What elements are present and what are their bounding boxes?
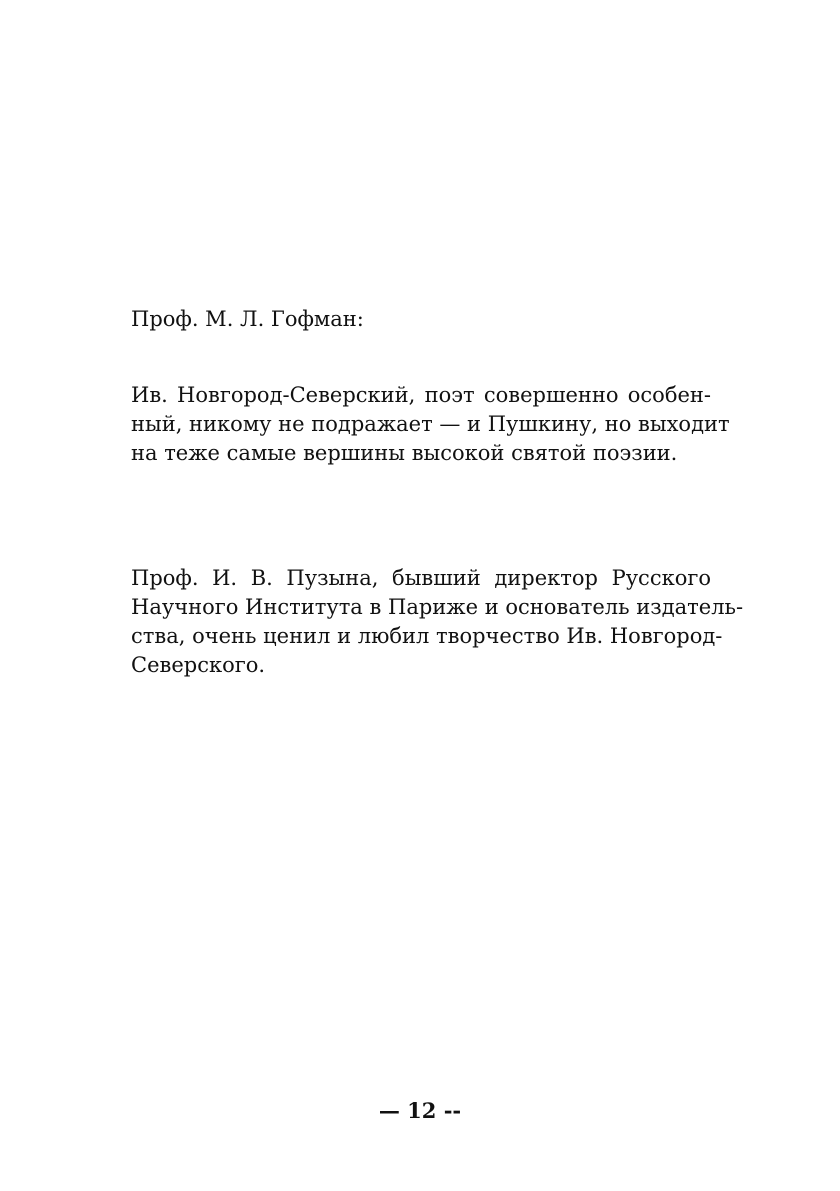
quote-line: на теже самые вершины высокой святой поэзии. — [131, 441, 678, 465]
note-paragraph — [131, 564, 744, 680]
quote-paragraph — [131, 381, 730, 468]
quote-line: ный, никому не подражает — и Пушкину, но выходит — [131, 412, 730, 436]
quote-line: Ив. Новгород-Северский, поэт совершенно особен- — [131, 383, 711, 407]
note-line: Проф. И. В. Пузына, бывший директор Русского — [131, 566, 711, 590]
note-line: Северского. — [131, 653, 266, 677]
note-line: ства, очень ценил и любил творчество Ив. Новгород- — [131, 624, 723, 648]
page-number: — 12 -- — [378, 1098, 462, 1123]
note-line: Научного Института в Париже и основатель издатель- — [131, 595, 744, 619]
quote-attribution: Проф. М. Л. Гофман: — [131, 307, 364, 331]
